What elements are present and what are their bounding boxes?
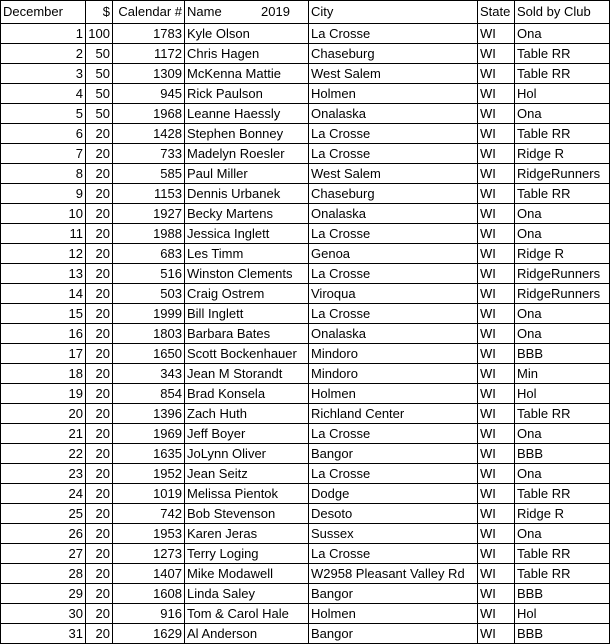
- cell-amount[interactable]: 20: [86, 164, 113, 184]
- table-row: [1, 384, 610, 404]
- cell-state[interactable]: WI: [478, 324, 515, 344]
- table-row: [1, 224, 610, 244]
- cell-state[interactable]: WI: [478, 164, 515, 184]
- cell-day[interactable]: 9: [1, 184, 86, 204]
- table-row: [1, 144, 610, 164]
- table-row: [1, 304, 610, 324]
- table-row: [1, 544, 610, 564]
- header-city[interactable]: City: [309, 1, 478, 24]
- cell-amount[interactable]: 20: [86, 464, 113, 484]
- header-sold-by[interactable]: Sold by Club: [515, 1, 610, 24]
- cell-name[interactable]: Melissa Pientok: [185, 484, 309, 504]
- cell-city[interactable]: La Crosse: [309, 464, 478, 484]
- cell-name[interactable]: Chris Hagen: [185, 44, 309, 64]
- cell-calendar[interactable]: 1650: [113, 344, 185, 364]
- cell-calendar[interactable]: 1172: [113, 44, 185, 64]
- cell-amount[interactable]: 20: [86, 564, 113, 584]
- cell-amount[interactable]: 20: [86, 604, 113, 624]
- cell-calendar[interactable]: 1396: [113, 404, 185, 424]
- cell-name[interactable]: Terry Loging: [185, 544, 309, 564]
- cell-amount[interactable]: 20: [86, 284, 113, 304]
- cell-club[interactable]: RidgeRunners: [515, 284, 610, 304]
- table-row: [1, 124, 610, 144]
- cell-club[interactable]: Ona: [515, 24, 610, 44]
- cell-club[interactable]: BBB: [515, 444, 610, 464]
- cell-name[interactable]: Bill Inglett: [185, 304, 309, 324]
- cell-club[interactable]: Ona: [515, 464, 610, 484]
- cell-state[interactable]: WI: [478, 124, 515, 144]
- cell-name[interactable]: Dennis Urbanek: [185, 184, 309, 204]
- cell-club[interactable]: Table RR: [515, 404, 610, 424]
- table-row: [1, 504, 610, 524]
- cell-state[interactable]: WI: [478, 64, 515, 84]
- cell-amount[interactable]: 20: [86, 344, 113, 364]
- table-row: [1, 104, 610, 124]
- cell-city[interactable]: Genoa: [309, 244, 478, 264]
- cell-club[interactable]: Table RR: [515, 564, 610, 584]
- cell-name[interactable]: Tom & Carol Hale: [185, 604, 309, 624]
- cell-amount[interactable]: 20: [86, 144, 113, 164]
- cell-calendar[interactable]: 1407: [113, 564, 185, 584]
- cell-calendar[interactable]: 1927: [113, 204, 185, 224]
- cell-name[interactable]: Paul Miller: [185, 164, 309, 184]
- cell-city[interactable]: Dodge: [309, 484, 478, 504]
- cell-city[interactable]: La Crosse: [309, 264, 478, 284]
- cell-city[interactable]: Viroqua: [309, 284, 478, 304]
- table-row: [1, 444, 610, 464]
- cell-club[interactable]: Hol: [515, 84, 610, 104]
- cell-calendar[interactable]: 1999: [113, 304, 185, 324]
- cell-state[interactable]: WI: [478, 444, 515, 464]
- cell-state[interactable]: WI: [478, 544, 515, 564]
- cell-name[interactable]: Mike Modawell: [185, 564, 309, 584]
- table-row: [1, 264, 610, 284]
- cell-city[interactable]: Onalaska: [309, 104, 478, 124]
- cell-day[interactable]: 17: [1, 344, 86, 364]
- cell-calendar[interactable]: 742: [113, 504, 185, 524]
- cell-state[interactable]: WI: [478, 584, 515, 604]
- cell-club[interactable]: Min: [515, 364, 610, 384]
- cell-club[interactable]: Table RR: [515, 184, 610, 204]
- cell-name[interactable]: Jeff Boyer: [185, 424, 309, 444]
- cell-state[interactable]: WI: [478, 224, 515, 244]
- cell-state[interactable]: WI: [478, 624, 515, 644]
- cell-day[interactable]: 1: [1, 24, 86, 44]
- cell-amount[interactable]: 20: [86, 324, 113, 344]
- cell-calendar[interactable]: 1803: [113, 324, 185, 344]
- cell-name[interactable]: Winston Clements: [185, 264, 309, 284]
- table-row: [1, 164, 610, 184]
- cell-club[interactable]: BBB: [515, 584, 610, 604]
- cell-city[interactable]: Holmen: [309, 84, 478, 104]
- cell-state[interactable]: WI: [478, 304, 515, 324]
- cell-state[interactable]: WI: [478, 364, 515, 384]
- cell-day[interactable]: 20: [1, 404, 86, 424]
- cell-name[interactable]: Scott Bockenhauer: [185, 344, 309, 364]
- cell-city[interactable]: Bangor: [309, 444, 478, 464]
- cell-amount[interactable]: 20: [86, 444, 113, 464]
- cell-day[interactable]: 29: [1, 584, 86, 604]
- cell-club[interactable]: Ridge R: [515, 504, 610, 524]
- cell-calendar[interactable]: 585: [113, 164, 185, 184]
- cell-city[interactable]: Onalaska: [309, 324, 478, 344]
- table-row: [1, 64, 610, 84]
- cell-calendar[interactable]: 1019: [113, 484, 185, 504]
- cell-amount[interactable]: 50: [86, 104, 113, 124]
- cell-calendar[interactable]: 1969: [113, 424, 185, 444]
- cell-name[interactable]: Al Anderson: [185, 624, 309, 644]
- cell-calendar[interactable]: 516: [113, 264, 185, 284]
- cell-day[interactable]: 23: [1, 464, 86, 484]
- table-row: [1, 404, 610, 424]
- cell-state[interactable]: WI: [478, 104, 515, 124]
- cell-club[interactable]: Ona: [515, 524, 610, 544]
- table-row: [1, 324, 610, 344]
- cell-state[interactable]: WI: [478, 24, 515, 44]
- cell-state[interactable]: WI: [478, 44, 515, 64]
- cell-name[interactable]: Rick Paulson: [185, 84, 309, 104]
- cell-day[interactable]: 31: [1, 624, 86, 644]
- table-row: [1, 584, 610, 604]
- cell-city[interactable]: Sussex: [309, 524, 478, 544]
- table-row: [1, 484, 610, 504]
- cell-day[interactable]: 19: [1, 384, 86, 404]
- cell-club[interactable]: RidgeRunners: [515, 164, 610, 184]
- cell-city[interactable]: Onalaska: [309, 204, 478, 224]
- cell-name[interactable]: Jean Seitz: [185, 464, 309, 484]
- cell-calendar[interactable]: 1953: [113, 524, 185, 544]
- cell-state[interactable]: WI: [478, 604, 515, 624]
- cell-day[interactable]: 4: [1, 84, 86, 104]
- cell-amount[interactable]: 20: [86, 364, 113, 384]
- table-row: [1, 524, 610, 544]
- cell-amount[interactable]: 20: [86, 584, 113, 604]
- cell-city[interactable]: La Crosse: [309, 144, 478, 164]
- cell-club[interactable]: Hol: [515, 384, 610, 404]
- cell-club[interactable]: Ona: [515, 304, 610, 324]
- table-row: [1, 84, 610, 104]
- cell-calendar[interactable]: 1988: [113, 224, 185, 244]
- cell-name[interactable]: Bob Stevenson: [185, 504, 309, 524]
- cell-club[interactable]: Table RR: [515, 484, 610, 504]
- cell-calendar[interactable]: 1968: [113, 104, 185, 124]
- cell-name[interactable]: Jean M Storandt: [185, 364, 309, 384]
- cell-city[interactable]: West Salem: [309, 64, 478, 84]
- cell-amount[interactable]: 20: [86, 524, 113, 544]
- table-row: [1, 604, 610, 624]
- cell-amount[interactable]: 20: [86, 124, 113, 144]
- cell-name[interactable]: Karen Jeras: [185, 524, 309, 544]
- cell-amount[interactable]: 20: [86, 204, 113, 224]
- cell-amount[interactable]: 50: [86, 64, 113, 84]
- cell-club[interactable]: Table RR: [515, 44, 610, 64]
- cell-state[interactable]: WI: [478, 184, 515, 204]
- cell-state[interactable]: WI: [478, 464, 515, 484]
- cell-state[interactable]: WI: [478, 424, 515, 444]
- table-row: [1, 24, 610, 44]
- cell-state[interactable]: WI: [478, 504, 515, 524]
- cell-amount[interactable]: 20: [86, 244, 113, 264]
- cell-state[interactable]: WI: [478, 264, 515, 284]
- cell-day[interactable]: 5: [1, 104, 86, 124]
- cell-city[interactable]: La Crosse: [309, 224, 478, 244]
- cell-city[interactable]: La Crosse: [309, 124, 478, 144]
- cell-calendar[interactable]: 343: [113, 364, 185, 384]
- header-name[interactable]: [185, 1, 309, 24]
- cell-day[interactable]: 18: [1, 364, 86, 384]
- cell-day[interactable]: 13: [1, 264, 86, 284]
- cell-day[interactable]: 10: [1, 204, 86, 224]
- cell-day[interactable]: 15: [1, 304, 86, 324]
- header-row: [1, 1, 610, 24]
- cell-calendar[interactable]: 1608: [113, 584, 185, 604]
- cell-name[interactable]: Kyle Olson: [185, 24, 309, 44]
- cell-name[interactable]: Linda Saley: [185, 584, 309, 604]
- cell-club[interactable]: BBB: [515, 624, 610, 644]
- cell-club[interactable]: BBB: [515, 344, 610, 364]
- cell-amount[interactable]: 50: [86, 44, 113, 64]
- cell-name[interactable]: Jessica Inglett: [185, 224, 309, 244]
- cell-state[interactable]: WI: [478, 404, 515, 424]
- cell-state[interactable]: WI: [478, 284, 515, 304]
- cell-amount[interactable]: 20: [86, 224, 113, 244]
- cell-city[interactable]: Holmen: [309, 604, 478, 624]
- cell-amount[interactable]: 20: [86, 384, 113, 404]
- cell-calendar[interactable]: 503: [113, 284, 185, 304]
- cell-day[interactable]: 6: [1, 124, 86, 144]
- table-row: [1, 344, 610, 364]
- cell-city[interactable]: La Crosse: [309, 304, 478, 324]
- cell-calendar[interactable]: 1273: [113, 544, 185, 564]
- cell-city[interactable]: Holmen: [309, 384, 478, 404]
- header-year: 2019: [261, 4, 290, 19]
- table-row: [1, 44, 610, 64]
- cell-name[interactable]: Zach Huth: [185, 404, 309, 424]
- table-body: [1, 24, 610, 644]
- cell-state[interactable]: WI: [478, 564, 515, 584]
- cell-club[interactable]: Hol: [515, 604, 610, 624]
- cell-day[interactable]: 7: [1, 144, 86, 164]
- cell-name[interactable]: McKenna Mattie: [185, 64, 309, 84]
- cell-calendar[interactable]: 945: [113, 84, 185, 104]
- cell-calendar[interactable]: 916: [113, 604, 185, 624]
- cell-amount[interactable]: 20: [86, 424, 113, 444]
- table-row: [1, 204, 610, 224]
- cell-calendar[interactable]: 733: [113, 144, 185, 164]
- cell-state[interactable]: WI: [478, 384, 515, 404]
- cell-club[interactable]: Ridge R: [515, 244, 610, 264]
- cell-city[interactable]: La Crosse: [309, 24, 478, 44]
- cell-club[interactable]: Ona: [515, 224, 610, 244]
- table-row: [1, 564, 610, 584]
- cell-city[interactable]: W2958 Pleasant Valley Rd: [309, 564, 478, 584]
- cell-day[interactable]: 8: [1, 164, 86, 184]
- cell-day[interactable]: 14: [1, 284, 86, 304]
- cell-club[interactable]: Ridge R: [515, 144, 610, 164]
- cell-city[interactable]: Chaseburg: [309, 184, 478, 204]
- cell-amount[interactable]: 100: [86, 24, 113, 44]
- cell-amount[interactable]: 20: [86, 264, 113, 284]
- cell-club[interactable]: RidgeRunners: [515, 264, 610, 284]
- cell-day[interactable]: 25: [1, 504, 86, 524]
- cell-calendar[interactable]: 1952: [113, 464, 185, 484]
- table-row: [1, 244, 610, 264]
- cell-day[interactable]: 30: [1, 604, 86, 624]
- table-row: [1, 424, 610, 444]
- cell-city[interactable]: La Crosse: [309, 544, 478, 564]
- cell-calendar[interactable]: 1153: [113, 184, 185, 204]
- cell-city[interactable]: Richland Center: [309, 404, 478, 424]
- cell-club[interactable]: Ona: [515, 104, 610, 124]
- cell-club[interactable]: Ona: [515, 424, 610, 444]
- header-calendar[interactable]: Calendar #: [113, 1, 185, 24]
- cell-amount[interactable]: 20: [86, 624, 113, 644]
- cell-calendar[interactable]: 1309: [113, 64, 185, 84]
- cell-city[interactable]: Chaseburg: [309, 44, 478, 64]
- cell-city[interactable]: La Crosse: [309, 424, 478, 444]
- cell-name[interactable]: Craig Ostrem: [185, 284, 309, 304]
- cell-name[interactable]: Brad Konsela: [185, 384, 309, 404]
- cell-club[interactable]: Table RR: [515, 64, 610, 84]
- cell-day[interactable]: 27: [1, 544, 86, 564]
- table-row: [1, 284, 610, 304]
- cell-name[interactable]: Barbara Bates: [185, 324, 309, 344]
- cell-day[interactable]: 2: [1, 44, 86, 64]
- cell-day[interactable]: 24: [1, 484, 86, 504]
- header-state[interactable]: State: [478, 1, 515, 24]
- cell-city[interactable]: Mindoro: [309, 344, 478, 364]
- cell-name[interactable]: Madelyn Roesler: [185, 144, 309, 164]
- cell-day[interactable]: 26: [1, 524, 86, 544]
- cell-amount[interactable]: 20: [86, 404, 113, 424]
- table-row: [1, 364, 610, 384]
- cell-amount[interactable]: 20: [86, 304, 113, 324]
- cell-calendar[interactable]: 1629: [113, 624, 185, 644]
- cell-day[interactable]: 3: [1, 64, 86, 84]
- cell-city[interactable]: Bangor: [309, 624, 478, 644]
- cell-club[interactable]: Table RR: [515, 544, 610, 564]
- cell-city[interactable]: West Salem: [309, 164, 478, 184]
- cell-day[interactable]: 21: [1, 424, 86, 444]
- cell-day[interactable]: 12: [1, 244, 86, 264]
- header-december[interactable]: December: [1, 1, 86, 24]
- cell-amount[interactable]: 20: [86, 504, 113, 524]
- cell-city[interactable]: Mindoro: [309, 364, 478, 384]
- cell-calendar[interactable]: 854: [113, 384, 185, 404]
- cell-state[interactable]: WI: [478, 524, 515, 544]
- cell-calendar[interactable]: 1635: [113, 444, 185, 464]
- cell-name[interactable]: Becky Martens: [185, 204, 309, 224]
- cell-calendar[interactable]: 1428: [113, 124, 185, 144]
- cell-club[interactable]: Table RR: [515, 124, 610, 144]
- table-row: [1, 184, 610, 204]
- cell-amount[interactable]: 20: [86, 184, 113, 204]
- cell-calendar[interactable]: 683: [113, 244, 185, 264]
- cell-day[interactable]: 22: [1, 444, 86, 464]
- cell-amount[interactable]: 50: [86, 84, 113, 104]
- header-dollar[interactable]: $: [86, 1, 113, 24]
- cell-day[interactable]: 28: [1, 564, 86, 584]
- cell-state[interactable]: WI: [478, 344, 515, 364]
- table-row: [1, 464, 610, 484]
- cell-state[interactable]: WI: [478, 484, 515, 504]
- cell-day[interactable]: 16: [1, 324, 86, 344]
- cell-name[interactable]: JoLynn Oliver: [185, 444, 309, 464]
- cell-state[interactable]: WI: [478, 84, 515, 104]
- cell-name[interactable]: Leanne Haessly: [185, 104, 309, 124]
- header-name-label: Name: [187, 4, 222, 19]
- cell-city[interactable]: Desoto: [309, 504, 478, 524]
- cell-name[interactable]: Les Timm: [185, 244, 309, 264]
- cell-amount[interactable]: 20: [86, 484, 113, 504]
- cell-name[interactable]: Stephen Bonney: [185, 124, 309, 144]
- cell-club[interactable]: Ona: [515, 204, 610, 224]
- cell-state[interactable]: WI: [478, 144, 515, 164]
- cell-state[interactable]: WI: [478, 204, 515, 224]
- cell-amount[interactable]: 20: [86, 544, 113, 564]
- cell-calendar[interactable]: 1783: [113, 24, 185, 44]
- cell-city[interactable]: Bangor: [309, 584, 478, 604]
- cell-day[interactable]: 11: [1, 224, 86, 244]
- cell-club[interactable]: Ona: [515, 324, 610, 344]
- cell-state[interactable]: WI: [478, 244, 515, 264]
